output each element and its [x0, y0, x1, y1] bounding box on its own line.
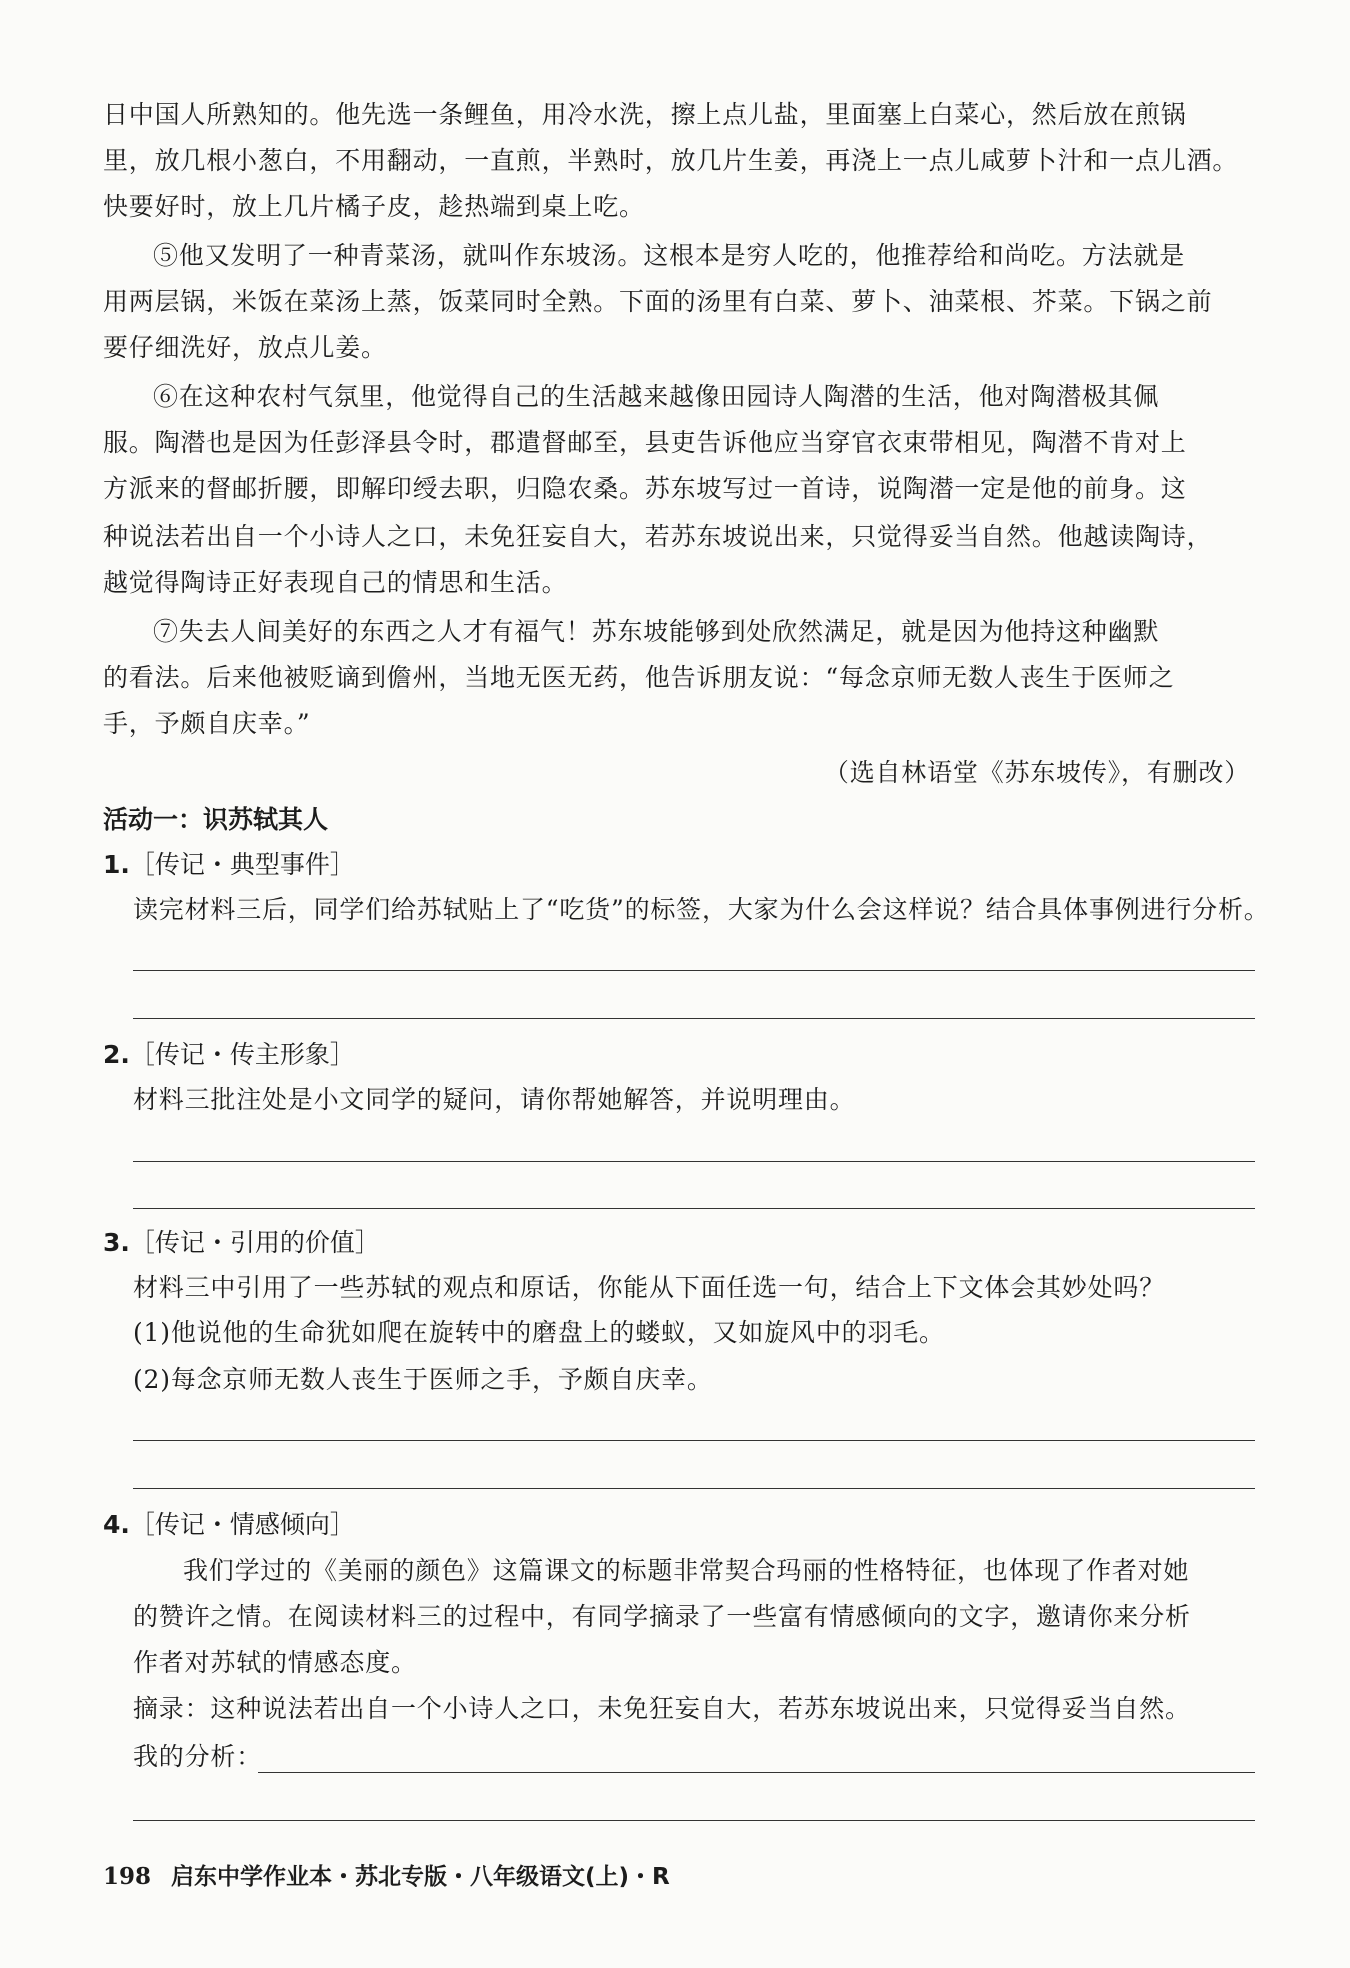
answer-line[interactable]: [133, 1208, 1255, 1209]
passage-line: ⑤他又发明了一种青菜汤，就叫作东坡汤。这根本是穷人吃的，他推荐给和尚吃。方法就是: [153, 241, 1186, 270]
question-4-prompt: 的赞许之情。在阅读材料三的过程中，有同学摘录了一些富有情感倾向的文字，邀请你来分析: [133, 1602, 1191, 1631]
question-4-excerpt: 摘录：这种说法若出自一个小诗人之口，未免狂妄自大，若苏东坡说出来，只觉得妥当自然。: [133, 1694, 1191, 1723]
passage-line: 服。陶潜也是因为任彭泽县令时，郡遣督邮至，县吏告诉他应当穿官衣束带相见，陶潜不肯对上: [103, 428, 1187, 457]
answer-line[interactable]: [258, 1772, 1255, 1773]
passage-line: ⑥在这种农村气氛里，他觉得自己的生活越来越像田园诗人陶潜的生活，他对陶潜极其佩: [153, 382, 1160, 411]
question-3-header: [103, 1228, 380, 1258]
question-2-prompt: 材料三批注处是小文同学的疑问，请你帮她解答，并说明理由。: [133, 1085, 856, 1114]
question-1-prompt: 读完材料三后，同学们给苏轼贴上了“吃货”的标签，大家为什么会这样说？结合具体事例进行分析。: [133, 895, 1270, 924]
question-4-prompt: 我们学过的《美丽的颜色》这篇课文的标题非常契合玛丽的性格特征，也体现了作者对她: [183, 1556, 1190, 1585]
question-tag: ［传记・典型事件］: [129, 850, 355, 879]
page-number: 198: [103, 1863, 152, 1890]
passage-line: 里，放几根小葱白，不用翻动，一直煎，半熟时，放几片生姜，再浇上一点儿咸萝卜汁和一点儿酒。: [103, 146, 1239, 175]
question-number: 3.: [103, 1228, 130, 1257]
question-3-option: (2)每念京师无数人丧生于医师之手，予颇自庆幸。: [133, 1365, 713, 1394]
passage-line: 方派来的督邮折腰，即解印绶去职，归隐农桑。苏东坡写过一首诗，说陶潜一定是他的前身。这: [103, 474, 1187, 503]
passage-line: 手，予颇自庆幸。”: [103, 709, 311, 738]
answer-line[interactable]: [133, 1161, 1255, 1162]
question-2-header: [103, 1040, 355, 1070]
question-number: 2.: [103, 1040, 130, 1069]
question-tag: ［传记・情感倾向］: [129, 1510, 355, 1539]
question-3-prompt: 材料三中引用了一些苏轼的观点和原话，你能从下面任选一句，结合上下文体会其妙处吗？: [133, 1273, 1166, 1302]
answer-line[interactable]: [133, 1440, 1255, 1441]
question-number: 4.: [103, 1510, 130, 1539]
passage-line: 要仔细洗好，放点儿姜。: [103, 333, 387, 362]
passage-line: ⑦失去人间美好的东西之人才有福气！苏东坡能够到处欣然满足，就是因为他持这种幽默: [153, 617, 1160, 646]
question-4-analysis-label: 我的分析：: [133, 1742, 263, 1771]
question-4-prompt: 作者对苏轼的情感态度。: [133, 1648, 417, 1677]
question-tag: ［传记・传主形象］: [129, 1040, 355, 1069]
question-3-option: (1)他说他的生命犹如爬在旋转中的磨盘上的蝼蚁，又如旋风中的羽毛。: [133, 1318, 945, 1347]
passage-line: 越觉得陶诗正好表现自己的情思和生活。: [103, 568, 568, 597]
answer-line[interactable]: [133, 1488, 1255, 1489]
answer-line[interactable]: [133, 1820, 1255, 1821]
question-number: 1.: [103, 850, 130, 879]
activity-heading: 活动一：识苏轼其人: [103, 805, 329, 834]
passage-line: 用两层锅，米饭在菜汤上蒸，饭菜同时全熟。下面的汤里有白菜、萝卜、油菜根、芥菜。下锅之前: [103, 287, 1213, 316]
passage-line: 的看法。后来他被贬谪到儋州，当地无医无药，他告诉朋友说：“每念京师无数人丧生于医师之: [103, 663, 1175, 692]
source-citation: （选自林语堂《苏东坡传》，有删改）: [823, 758, 1250, 787]
passage-line: 日中国人所熟知的。他先选一条鲤鱼，用冷水洗，擦上点儿盐，里面塞上白菜心，然后放在煎锅: [103, 100, 1187, 129]
passage-line: 快要好时，放上几片橘子皮，趁热端到桌上吃。: [103, 192, 645, 221]
answer-line[interactable]: [133, 970, 1255, 971]
passage-line: 种说法若出自一个小诗人之口，未免狂妄自大，若苏东坡说出来，只觉得妥当自然。他越读陶诗，: [103, 522, 1213, 551]
question-1-header: [103, 850, 355, 880]
question-4-header: [103, 1510, 355, 1540]
page-footer: [103, 1863, 670, 1891]
answer-line[interactable]: [133, 1018, 1255, 1019]
question-tag: ［传记・引用的价值］: [129, 1228, 380, 1257]
book-title: 启东中学作业本・苏北专版・八年级语文(上)・R: [171, 1864, 670, 1890]
